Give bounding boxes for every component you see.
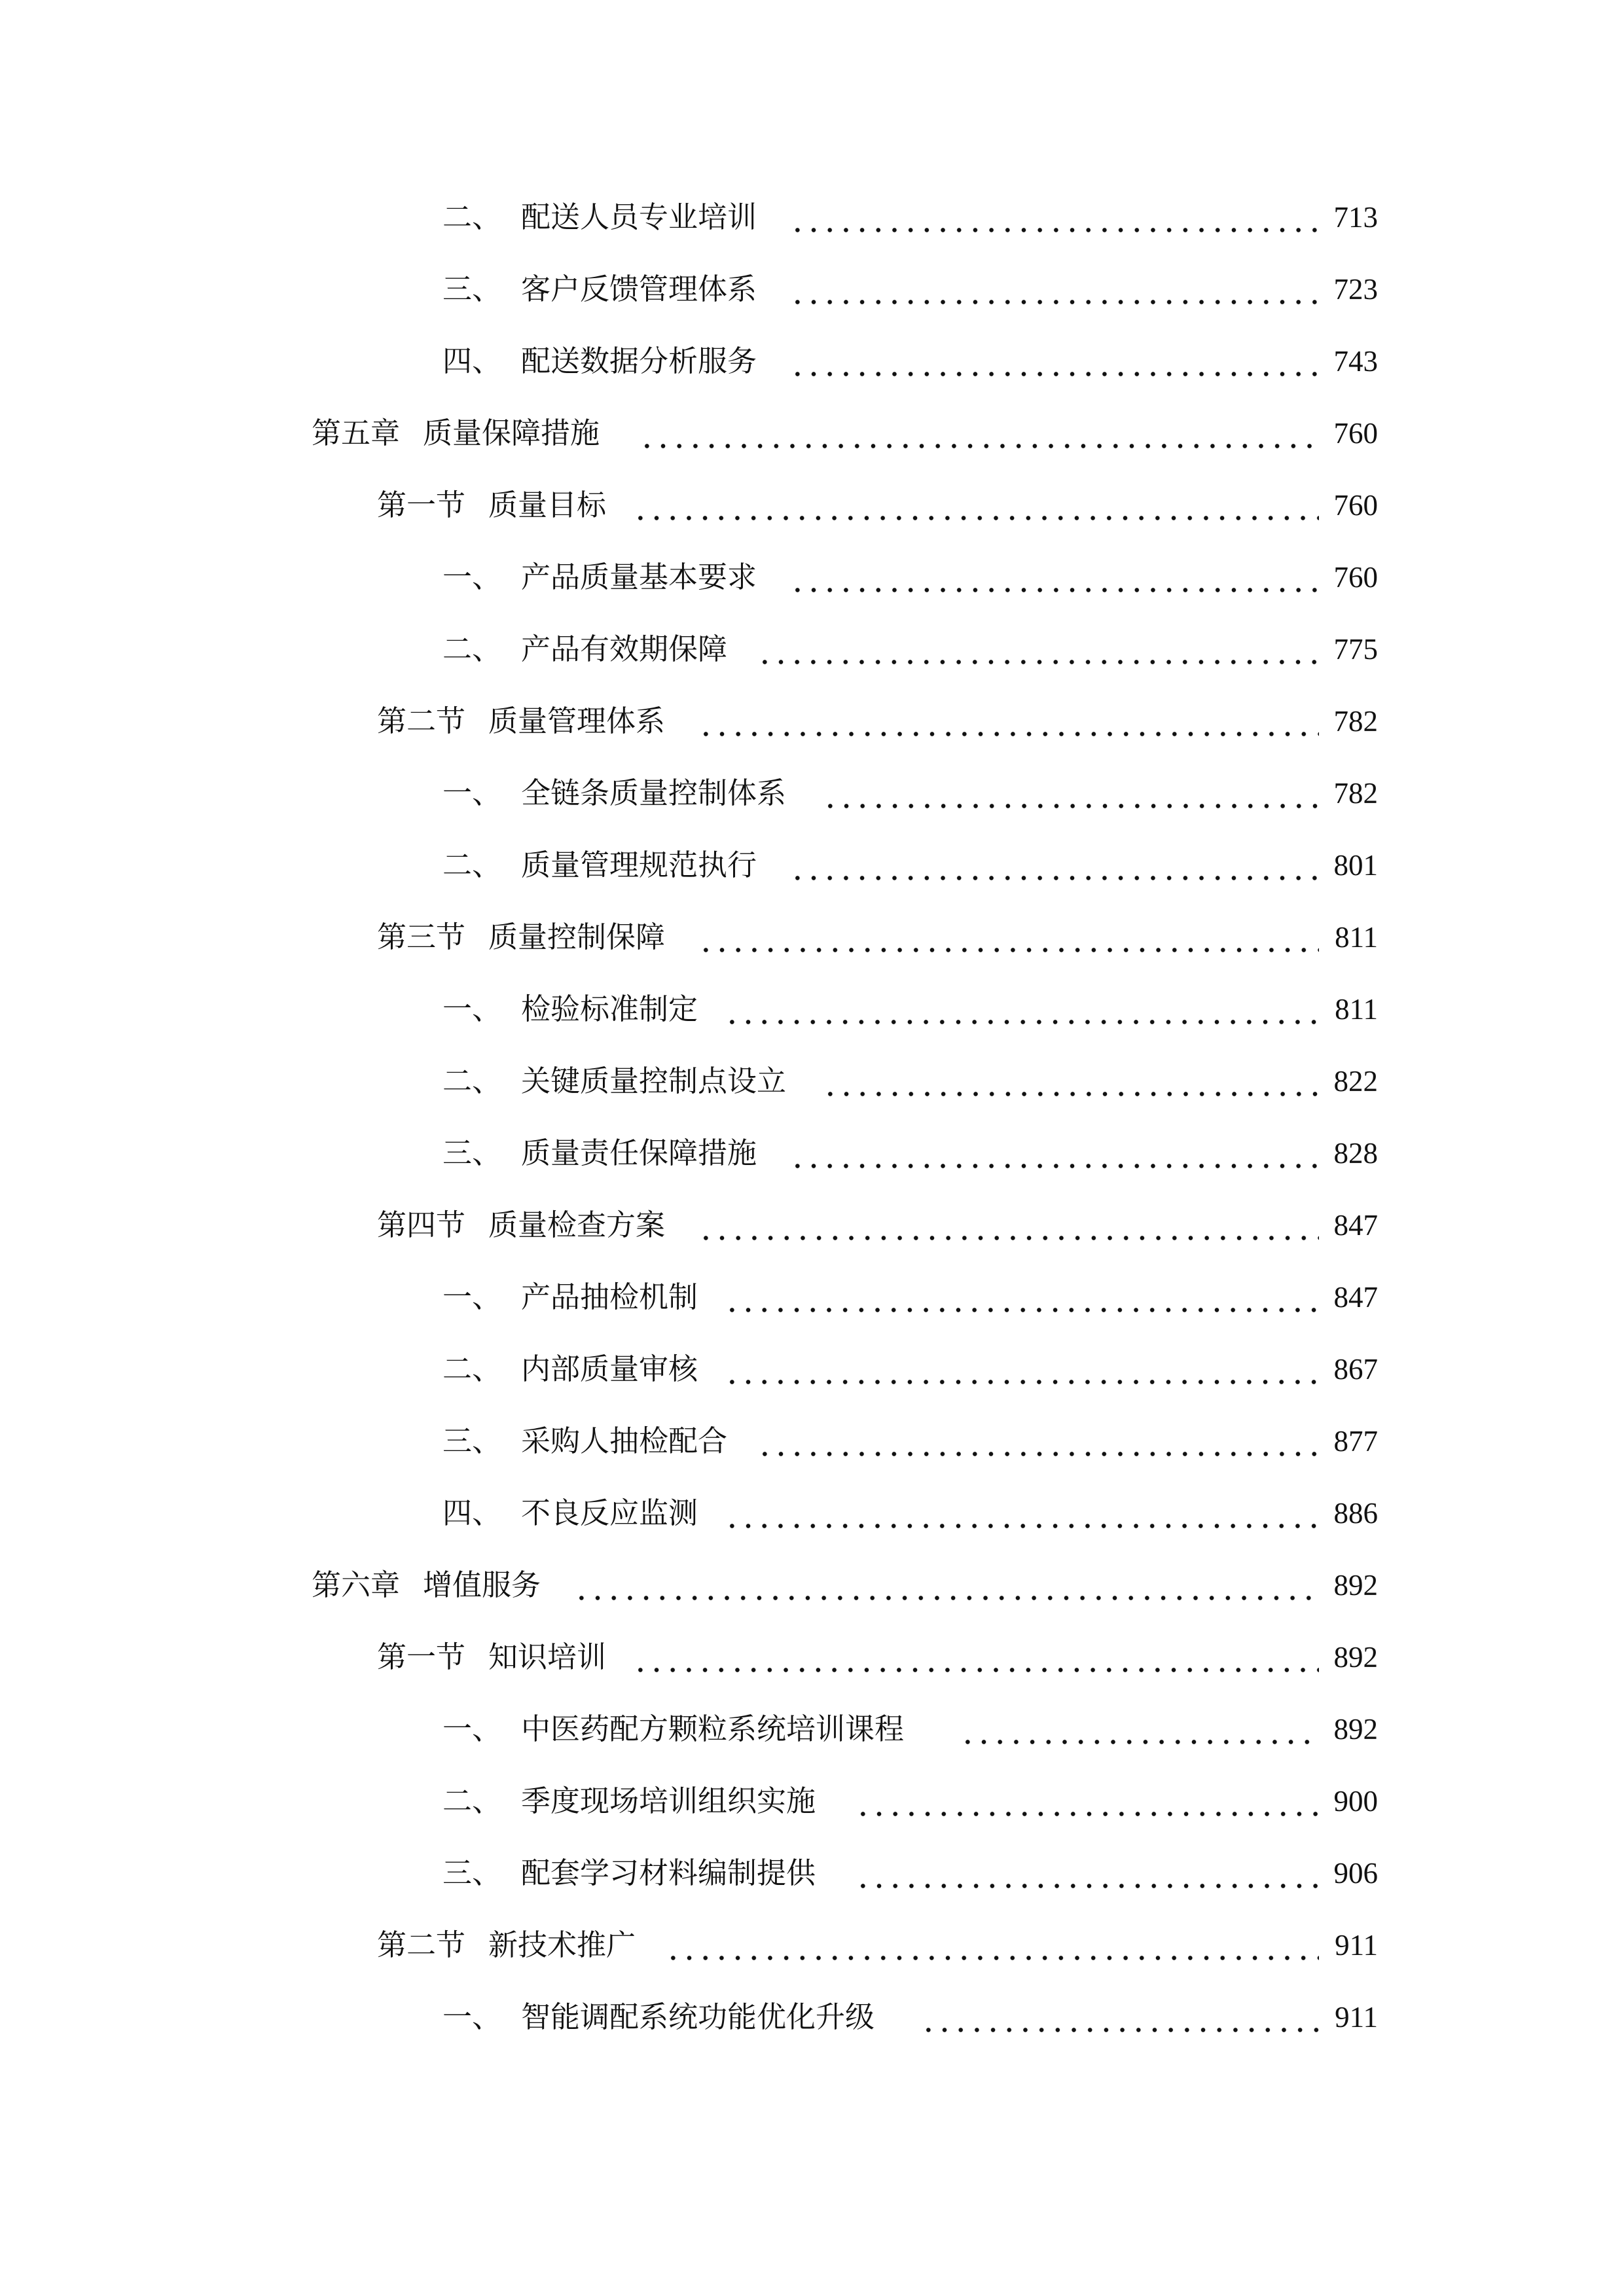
toc-entry-title: 中医药配方颗粒系统培训课程 (521, 1712, 905, 1746)
toc-entry[interactable] (0, 335, 1624, 387)
dot-leader (855, 1775, 1319, 1827)
toc-entry-prefix: 第二节 (377, 1928, 466, 1962)
toc-entry-prefix: 二、 (442, 632, 502, 666)
toc-entry-page-number: 801 (1333, 849, 1378, 882)
dot-leader (724, 983, 1319, 1035)
toc-entry-section[interactable] (0, 1199, 1624, 1251)
toc-entry-prefix: 第二节 (377, 704, 466, 738)
toc-entry-prefix: 一、 (442, 1712, 502, 1746)
toc-entry-page-number: 886 (1333, 1497, 1378, 1530)
dot-leader (920, 1991, 1319, 2043)
toc-entry-page-number: 906 (1333, 1857, 1378, 1890)
toc-entry[interactable] (0, 1055, 1624, 1107)
dot-leader (665, 1919, 1319, 1971)
toc-entry-chapter[interactable] (0, 407, 1624, 459)
dot-leader (789, 263, 1319, 315)
toc-entry-prefix: 三、 (442, 272, 502, 306)
toc-entry-prefix: 第一节 (377, 488, 466, 522)
dot-leader (822, 1055, 1319, 1107)
toc-entry-prefix: 第五章 (312, 416, 401, 450)
toc-entry-title: 质量控制保障 (488, 920, 666, 954)
toc-entry-section[interactable] (0, 911, 1624, 963)
toc-entry[interactable] (0, 1487, 1624, 1539)
toc-entry-page-number: 775 (1333, 633, 1378, 666)
dot-leader (724, 1271, 1319, 1323)
toc-entry-title: 质量保障措施 (423, 416, 600, 450)
dot-leader (855, 1847, 1319, 1899)
toc-entry-title: 智能调配系统功能优化升级 (521, 2000, 875, 2034)
toc-entry-prefix: 四、 (442, 344, 502, 378)
toc-entry-page-number: 743 (1333, 345, 1378, 378)
toc-entry-page-number: 877 (1333, 1425, 1378, 1458)
toc-entry-prefix: 第四节 (377, 1208, 466, 1242)
toc-entry-title: 质量责任保障措施 (521, 1136, 757, 1170)
toc-entry-title: 质量目标 (488, 488, 607, 522)
dot-leader (698, 911, 1319, 963)
toc-entry-prefix: 第三节 (377, 920, 466, 954)
toc-entry[interactable] (0, 1127, 1624, 1179)
toc-entry-title: 采购人抽检配合 (521, 1424, 728, 1458)
toc-entry-title: 配送数据分析服务 (521, 344, 757, 378)
dot-leader (822, 767, 1319, 819)
toc-entry-prefix: 二、 (442, 1352, 502, 1386)
toc-entry-page-number: 892 (1333, 1569, 1378, 1602)
dot-leader (724, 1343, 1319, 1395)
toc-entry-section[interactable] (0, 1631, 1624, 1683)
toc-entry-page-number: 892 (1333, 1713, 1378, 1746)
toc-entry-page-number: 892 (1333, 1641, 1378, 1674)
dot-leader (632, 479, 1319, 531)
toc-entry-prefix: 三、 (442, 1136, 502, 1170)
toc-entry-title: 季度现场培训组织实施 (521, 1784, 816, 1818)
toc-entry-page-number: 782 (1333, 777, 1378, 810)
dot-leader (789, 839, 1319, 891)
toc-entry[interactable] (0, 1703, 1624, 1755)
toc-entry[interactable] (0, 551, 1624, 603)
toc-entry-title: 检验标准制定 (521, 992, 698, 1026)
toc-entry[interactable] (0, 983, 1624, 1035)
toc-entry-page-number: 760 (1333, 417, 1378, 450)
toc-entry-title: 质量管理体系 (488, 704, 666, 738)
toc-entry-page-number: 847 (1333, 1281, 1378, 1314)
toc-entry-prefix: 一、 (442, 776, 502, 810)
toc-entry-section[interactable] (0, 1919, 1624, 1971)
dot-leader (789, 1127, 1319, 1179)
toc-entry[interactable] (0, 191, 1624, 243)
dot-leader (698, 695, 1319, 747)
toc-entry-page-number: 811 (1335, 993, 1378, 1026)
toc-entry-prefix: 二、 (442, 200, 502, 234)
toc-entry-section[interactable] (0, 695, 1624, 747)
toc-entry-page-number: 847 (1333, 1209, 1378, 1242)
toc-entry-chapter[interactable] (0, 1559, 1624, 1611)
toc-entry-prefix: 一、 (442, 2000, 502, 2034)
toc-entry-page-number: 828 (1333, 1137, 1378, 1170)
toc-entry-prefix: 一、 (442, 992, 502, 1026)
toc-entry-title: 客户反馈管理体系 (521, 272, 757, 306)
toc-entry-prefix: 三、 (442, 1424, 502, 1458)
dot-leader (724, 1487, 1319, 1539)
toc-entry-title: 增值服务 (423, 1568, 541, 1602)
toc-entry-prefix: 四、 (442, 1496, 502, 1530)
dot-leader (789, 335, 1319, 387)
toc-entry-page-number: 713 (1333, 201, 1378, 234)
dot-leader (789, 551, 1319, 603)
toc-entry-section[interactable] (0, 479, 1624, 531)
toc-entry-page-number: 822 (1333, 1065, 1378, 1098)
toc-entry[interactable] (0, 1271, 1624, 1323)
toc-entry[interactable] (0, 1991, 1624, 2043)
toc-entry[interactable] (0, 623, 1624, 675)
dot-leader (632, 1631, 1319, 1683)
toc-entry-page-number: 782 (1333, 705, 1378, 738)
toc-entry-title: 全链条质量控制体系 (521, 776, 787, 810)
dot-leader (573, 1559, 1319, 1611)
toc-entry-page-number: 867 (1333, 1353, 1378, 1386)
toc-entry[interactable] (0, 1343, 1624, 1395)
toc-entry-title: 配送人员专业培训 (521, 200, 757, 234)
toc-entry-title: 产品有效期保障 (521, 632, 728, 666)
toc-entry-page-number: 723 (1333, 273, 1378, 306)
toc-entry[interactable] (0, 767, 1624, 819)
toc-entry-title: 关键质量控制点设立 (521, 1064, 787, 1098)
toc-entry-title: 质量管理规范执行 (521, 848, 757, 882)
toc-entry[interactable] (0, 1415, 1624, 1467)
toc-entry-page-number: 760 (1333, 561, 1378, 594)
toc-entry-title: 配套学习材料编制提供 (521, 1856, 816, 1890)
toc-entry[interactable] (0, 839, 1624, 891)
toc-entry-title: 内部质量审核 (521, 1352, 698, 1386)
toc-entry[interactable] (0, 1847, 1624, 1899)
toc-entry-prefix: 二、 (442, 848, 502, 882)
toc-entry-page-number: 760 (1333, 489, 1378, 522)
toc-entry[interactable] (0, 1775, 1624, 1827)
toc-entry-title: 产品抽检机制 (521, 1280, 698, 1314)
toc-entry-prefix: 第一节 (377, 1640, 466, 1674)
toc-entry-prefix: 第六章 (312, 1568, 401, 1602)
toc-entry[interactable] (0, 263, 1624, 315)
dot-leader (639, 407, 1319, 459)
toc-entry-prefix: 二、 (442, 1064, 502, 1098)
toc-entry-title: 质量检查方案 (488, 1208, 666, 1242)
toc-entry-title: 不良反应监测 (521, 1496, 698, 1530)
toc-entry-prefix: 三、 (442, 1856, 502, 1890)
toc-entry-page-number: 911 (1335, 2001, 1378, 2034)
dot-leader (757, 623, 1319, 675)
toc-entry-prefix: 一、 (442, 1280, 502, 1314)
toc-entry-title: 知识培训 (488, 1640, 607, 1674)
dot-leader (960, 1703, 1319, 1755)
dot-leader (698, 1199, 1319, 1251)
toc-entry-title: 新技术推广 (488, 1928, 636, 1962)
toc-entry-page-number: 811 (1335, 921, 1378, 954)
dot-leader (789, 191, 1319, 243)
toc-entry-prefix: 二、 (442, 1784, 502, 1818)
toc-entry-page-number: 911 (1335, 1929, 1378, 1962)
dot-leader (757, 1415, 1319, 1467)
toc-entry-page-number: 900 (1333, 1785, 1378, 1818)
toc-entry-title: 产品质量基本要求 (521, 560, 757, 594)
toc-entry-prefix: 一、 (442, 560, 502, 594)
